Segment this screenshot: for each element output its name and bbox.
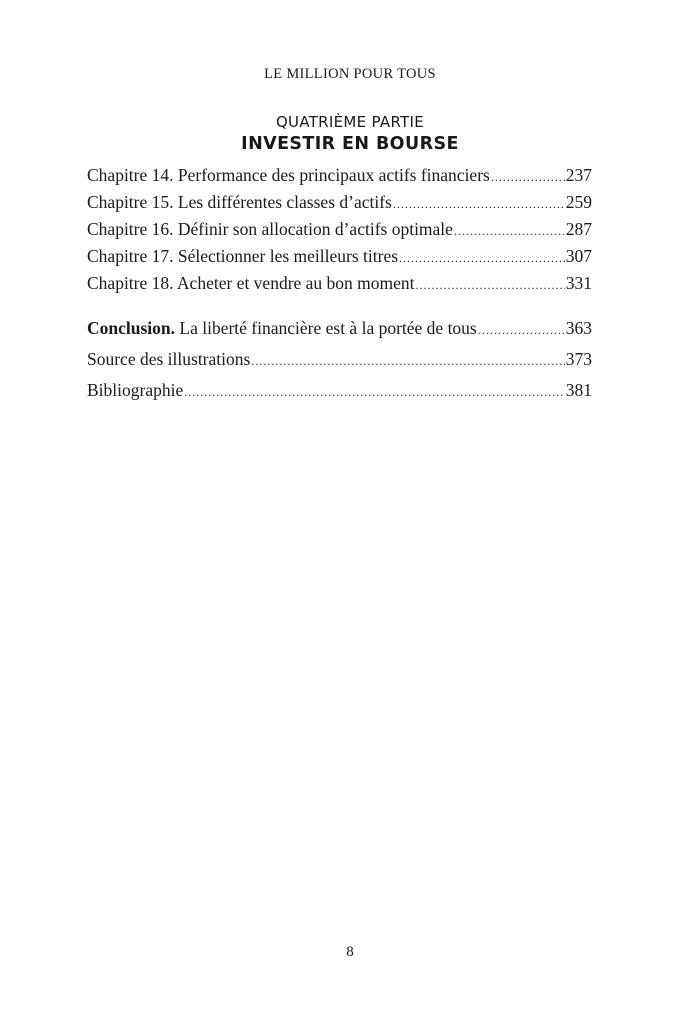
dot-leader <box>491 164 565 191</box>
toc-entry-label: Chapitre 18. Acheter et vendre au bon moment <box>87 273 415 293</box>
part-label: QUATRIÈME PARTIE <box>275 113 425 131</box>
toc-entry-illustrations-sources[interactable] <box>87 344 592 375</box>
part-title: INVESTIR EN BOURSE <box>241 134 459 154</box>
dot-leader <box>393 191 565 218</box>
toc-entry-label: Chapitre 17. Sélectionner les meilleurs titres <box>87 246 399 266</box>
table-of-contents <box>87 162 592 406</box>
toc-entry-chapter-16[interactable] <box>87 216 592 243</box>
dot-leader <box>454 218 565 245</box>
toc-entry-label: Chapitre 15. Les différentes classes d’actifs <box>87 192 392 212</box>
toc-entry-page: 381 <box>565 380 592 400</box>
toc-entry-chapter-15[interactable] <box>87 189 592 216</box>
toc-entry-page: 237 <box>565 165 592 185</box>
dot-leader <box>399 245 565 272</box>
toc-entry-page: 373 <box>565 349 592 369</box>
toc-entry-conclusion[interactable] <box>87 313 592 344</box>
toc-entry-page: 307 <box>565 246 592 266</box>
conclusion-bold-label: Conclusion. <box>87 318 176 338</box>
toc-entry-chapter-14[interactable] <box>87 162 592 189</box>
page-number: 8 <box>346 944 354 960</box>
toc-entry-label: Chapitre 16. Définir son allocation d’actifs optimale <box>87 219 453 239</box>
toc-entry-label: Bibliographie <box>87 380 184 400</box>
toc-entry-chapter-17[interactable] <box>87 243 592 270</box>
part-heading <box>0 112 700 156</box>
toc-entry-chapter-18[interactable] <box>87 270 592 297</box>
conclusion-label: La liberté financière est à la portée de tous <box>175 318 477 338</box>
toc-entry-page: 363 <box>565 318 592 338</box>
dot-leader <box>251 346 564 377</box>
dot-leader <box>184 377 565 408</box>
dot-leader <box>416 272 565 299</box>
toc-entry-page: 331 <box>565 273 592 293</box>
toc-entry-page: 287 <box>565 219 592 239</box>
running-header: LE MILLION POUR TOUS <box>264 66 436 82</box>
dot-leader <box>478 315 565 346</box>
toc-entry-label: Chapitre 14. Performance des principaux actifs financiers <box>87 165 490 185</box>
toc-entry-bibliography[interactable] <box>87 375 592 406</box>
toc-entry-label: Source des illustrations <box>87 349 251 369</box>
toc-entry-page: 259 <box>565 192 592 212</box>
toc-entry-label <box>87 313 477 344</box>
